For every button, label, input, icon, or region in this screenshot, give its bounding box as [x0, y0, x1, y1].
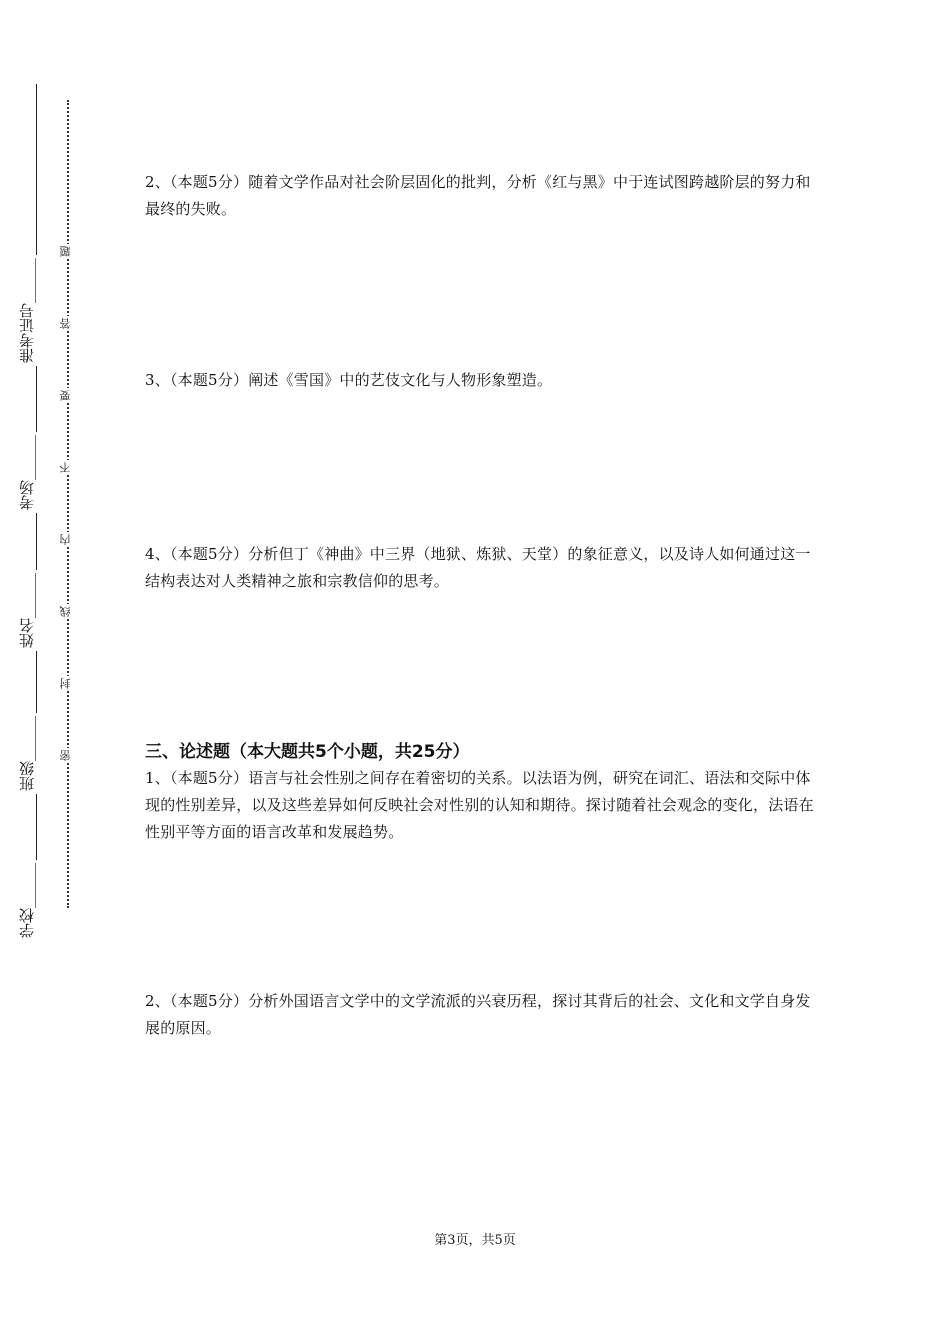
seal-char: 要 [60, 388, 76, 403]
school-field: 学校______ [20, 860, 52, 941]
class-field: 班级______ [20, 713, 52, 794]
question-3: 3、（本题5分）阐述《雪国》中的艺伎文化与人物形象塑造。 [145, 371, 553, 389]
question-4: 4、（本题5分）分析但丁《神曲》中三界（地狱、炼狱、天堂）的象征意义，以及诗人如何通过这一结构表达对人类精神之旅和宗教信仰的思考。 [145, 545, 811, 590]
seal-char: 线 [60, 604, 76, 619]
seal-char: 内 [60, 532, 76, 547]
seal-char: 题 [60, 244, 76, 259]
seal-dotted-line [67, 100, 69, 908]
seal-char: 不 [60, 460, 76, 475]
binding-margin [0, 0, 90, 1344]
essay-question-1: 1、（本题5分）语言与社会性别之间存在着密切的关系。以法语为例，研究在词汇、语法和交际中体现的性别差异，以及这些差异如何反映社会对性别的认知和期待。探讨随着社会观念的变化，法语在性别平等方面的语言改革和发展趋势。 [145, 769, 814, 841]
exam-id-field: 准考证号______ [20, 255, 52, 366]
name-field: 姓名______ [20, 570, 52, 651]
seal-char: 答 [60, 316, 76, 331]
page-number: 第3页，共5页 [434, 1233, 516, 1248]
exam-room-field: 考场______ [20, 432, 52, 513]
seal-char: 封 [60, 676, 76, 691]
seal-char: 密 [60, 748, 76, 763]
section-3-heading: 三、论述题（本大题共5个小题，共25分） [145, 742, 470, 762]
question-2: 2、（本题5分）随着文学作品对社会阶层固化的批判，分析《红与黑》中于连试图跨越阶层的努力和最终的失败。 [145, 173, 811, 218]
essay-question-2: 2、（本题5分）分析外国语言文学中的文学流派的兴衰历程，探讨其背后的社会、文化和文学自身发展的原因。 [145, 992, 811, 1037]
